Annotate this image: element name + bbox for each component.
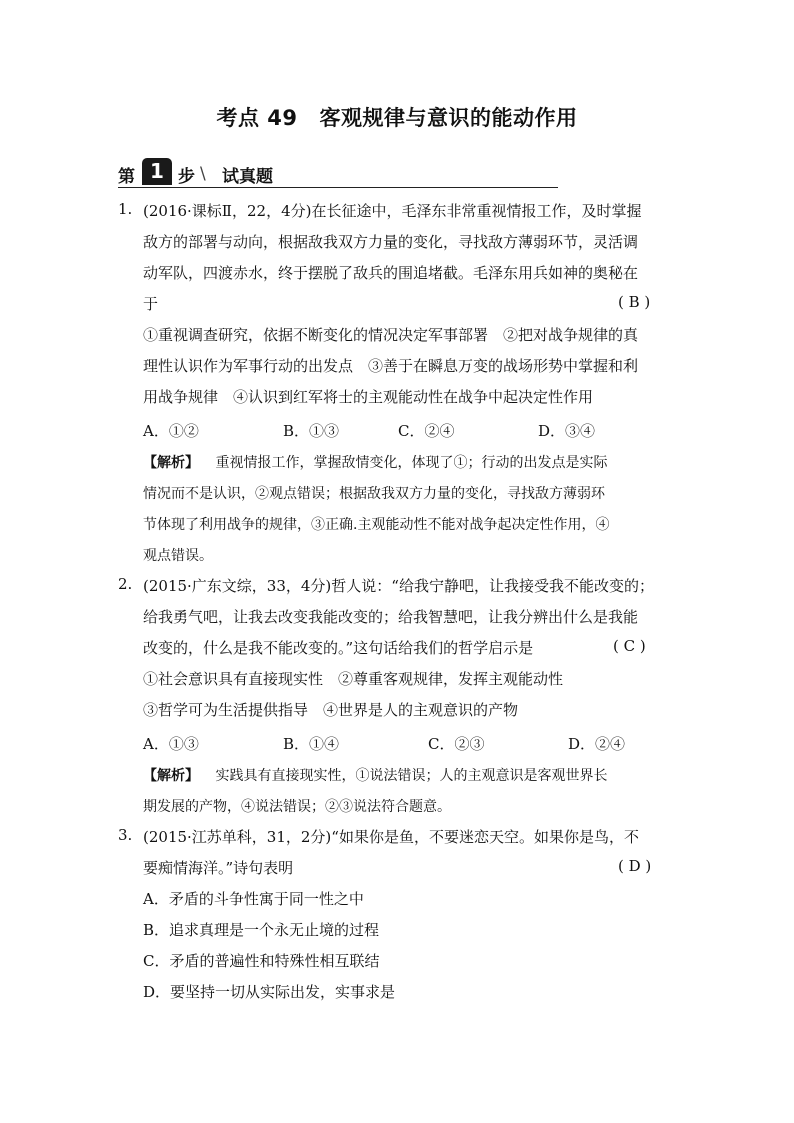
analysis-line: 期发展的产物，④说法错误；②③说法符合题意。 bbox=[143, 799, 451, 815]
question-stem-line: (2015·广东文综，33，4分)哲人说：“给我宁静吧，让我接受我不能改变的； bbox=[143, 577, 654, 595]
statement-line: ①社会意识具有直接现实性 ②尊重客观规律，发挥主观能动性 bbox=[143, 670, 564, 688]
choice-d: D．要坚持一切从实际出发，实事求是 bbox=[143, 983, 396, 1001]
question-stem-line: (2015·江苏单科，31，2分)“如果你是鱼，不要迷恋天空。如果你是鸟，不 bbox=[143, 828, 639, 846]
title-code: 考点 49 bbox=[216, 106, 298, 130]
option-c: C．②③ bbox=[428, 735, 485, 753]
answer-key: ( D ) bbox=[618, 857, 652, 875]
question-stem-line: 改变的，什么是我不能改变的。”这句话给我们的哲学启示是 bbox=[143, 639, 534, 657]
question-number: 3. bbox=[118, 826, 133, 844]
step-header bbox=[118, 158, 558, 188]
answer-key: ( C ) bbox=[613, 637, 646, 655]
choice-a: A．矛盾的斗争性寓于同一性之中 bbox=[143, 890, 364, 908]
statement-line: 用战争规律 ④认识到红军将士的主观能动性在战争中起决定性作用 bbox=[143, 388, 594, 406]
option-c: C．②④ bbox=[398, 422, 455, 440]
analysis-line: 观点错误。 bbox=[143, 548, 213, 564]
step-rule bbox=[118, 187, 558, 189]
page-title bbox=[0, 102, 794, 132]
option-b: B．①④ bbox=[283, 735, 340, 753]
analysis-line bbox=[143, 765, 607, 785]
step-title: 试真题 bbox=[222, 167, 273, 187]
analysis-label: 【解析】 bbox=[143, 768, 199, 784]
analysis-line: 节体现了利用战争的规律，③正确.主观能动性不能对战争起决定性作用，④ bbox=[143, 517, 610, 533]
question-stem-line: 给我勇气吧，让我去改变我能改变的；给我智慧吧，让我分辨出什么是我能 bbox=[143, 608, 639, 626]
statement-line: 理性认识作为军事行动的出发点 ③善于在瞬息万变的战场形势中掌握和利 bbox=[143, 357, 639, 375]
option-b: B．①③ bbox=[283, 422, 340, 440]
analysis-text: 实践具有直接现实性，①说法错误；人的主观意识是客观世界长 bbox=[215, 768, 608, 784]
analysis-line bbox=[143, 452, 607, 472]
choice-c: C．矛盾的普遍性和特殊性相互联结 bbox=[143, 952, 380, 970]
statement-line: ③哲学可为生活提供指导 ④世界是人的主观意识的产物 bbox=[143, 701, 519, 719]
step-separator: \ bbox=[200, 164, 206, 184]
step-suffix: 步 bbox=[178, 167, 195, 187]
question-stem-line: 要痴情海洋。”诗句表明 bbox=[143, 859, 294, 877]
analysis-line: 情况而不是认识，②观点错误；根据敌我双方力量的变化，寻找敌方薄弱环 bbox=[143, 486, 605, 502]
question-stem-line: 敌方的部署与动向，根据敌我双方力量的变化，寻找敌方薄弱环节，灵活调 bbox=[143, 233, 639, 251]
option-d: D．③④ bbox=[538, 422, 596, 440]
statement-line: ①重视调查研究，依据不断变化的情况决定军事部署 ②把对战争规律的真 bbox=[143, 326, 639, 344]
analysis-text: 重视情报工作，掌握敌情变化，体现了①；行动的出发点是实际 bbox=[215, 455, 608, 471]
question-number: 2. bbox=[118, 575, 133, 593]
question-stem-line: (2016·课标Ⅱ，22，4分)在长征途中，毛泽东非常重视情报工作，及时掌握 bbox=[143, 202, 642, 220]
option-d: D．②④ bbox=[568, 735, 626, 753]
question-stem-line: 动军队，四渡赤水，终于摆脱了敌兵的围追堵截。毛泽东用兵如神的奥秘在 bbox=[143, 264, 639, 282]
choice-b: B．追求真理是一个永无止境的过程 bbox=[143, 921, 380, 939]
question-stem-line: 于 bbox=[143, 295, 159, 313]
question-number: 1. bbox=[118, 200, 133, 218]
title-text: 客观规律与意识的能动作用 bbox=[319, 106, 578, 130]
analysis-label: 【解析】 bbox=[143, 455, 199, 471]
answer-key: ( B ) bbox=[618, 293, 651, 311]
step-prefix: 第 bbox=[118, 167, 135, 187]
step-number-badge: 1 bbox=[142, 158, 172, 185]
option-a: A．①③ bbox=[143, 735, 199, 753]
option-a: A．①② bbox=[143, 422, 199, 440]
